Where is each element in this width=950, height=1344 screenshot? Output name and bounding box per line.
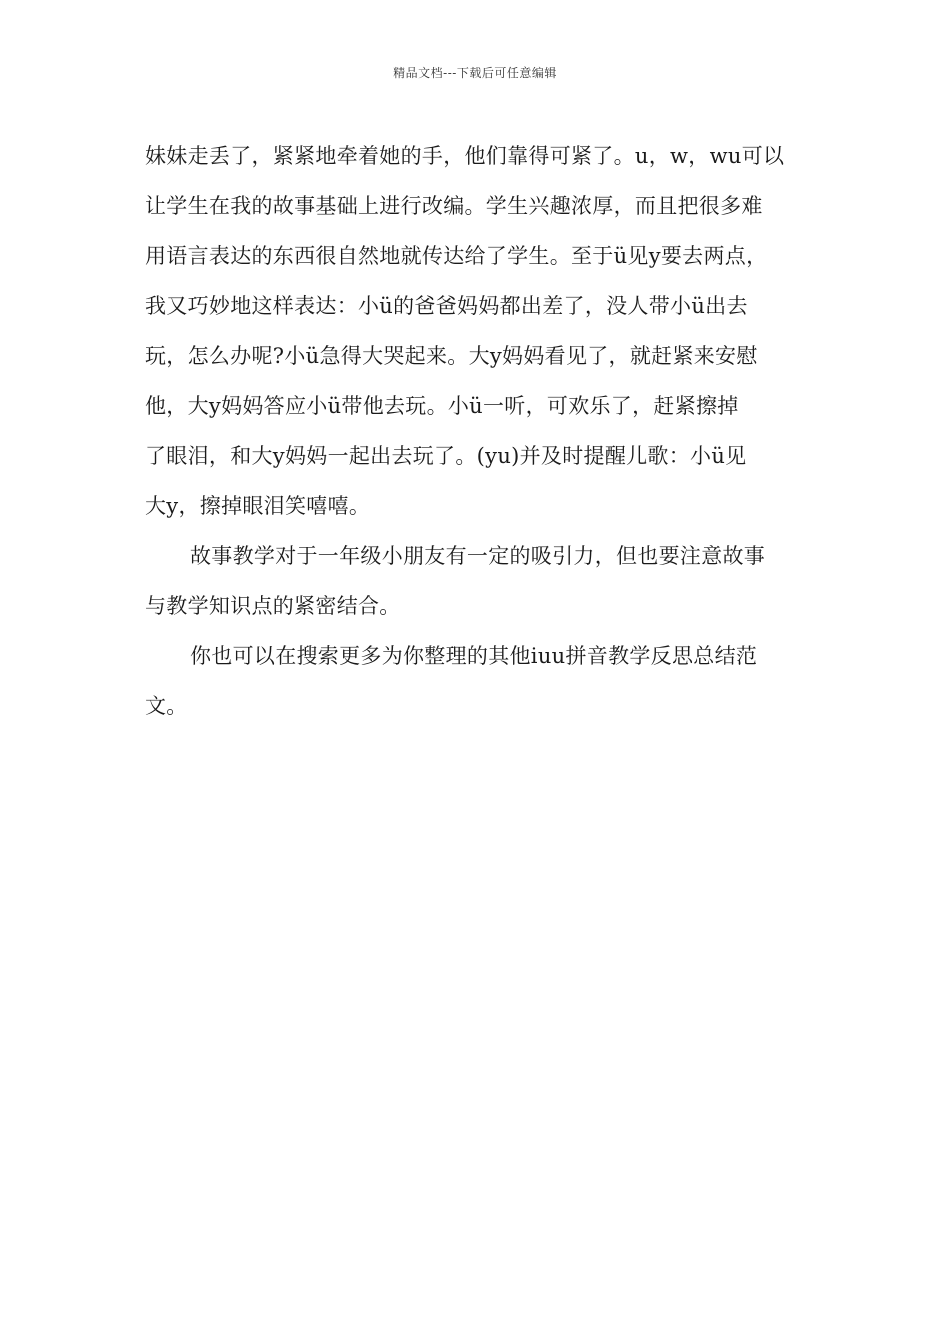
paragraph-closing — [145, 631, 810, 731]
document-body — [145, 131, 810, 731]
paragraph-story — [145, 131, 810, 531]
text-line: 让学生在我的故事基础上进行改编。学生兴趣浓厚，而且把很多难 — [145, 194, 763, 218]
text-line: 妹妹走丢了，紧紧地牵着她的手，他们靠得可紧了。u，w，wu可以 — [145, 144, 785, 168]
text-line: 我又巧妙地这样表达：小ü的爸爸妈妈都出差了，没人带小ü出去 — [145, 294, 748, 318]
text-line: 文。 — [145, 694, 188, 718]
text-line: 故事教学对于一年级小朋友有一定的吸引力，但也要注意故事 — [190, 544, 766, 568]
text-line: 用语言表达的东西很自然地就传达给了学生。至于ü见y要去两点， — [145, 244, 768, 268]
paragraph-story-teaching — [145, 531, 810, 631]
text-line: 玩，怎么办呢?小ü急得大哭起来。大y妈妈看见了，就赶紧来安慰 — [145, 344, 758, 368]
text-line: 了眼泪，和大y妈妈一起出去玩了。(yu)并及时提醒儿歌：小ü见 — [145, 444, 747, 468]
page-header: 精品文档---下载后可任意编辑 — [393, 66, 557, 80]
text-line: 与教学知识点的紧密结合。 — [145, 594, 401, 618]
text-line: 你也可以在搜索更多为你整理的其他iuu拼音教学反思总结范 — [190, 644, 758, 668]
text-line: 他，大y妈妈答应小ü带他去玩。小ü一听，可欢乐了，赶紧擦掉 — [145, 394, 739, 418]
text-line: 大y，擦掉眼泪笑嘻嘻。 — [145, 494, 371, 518]
